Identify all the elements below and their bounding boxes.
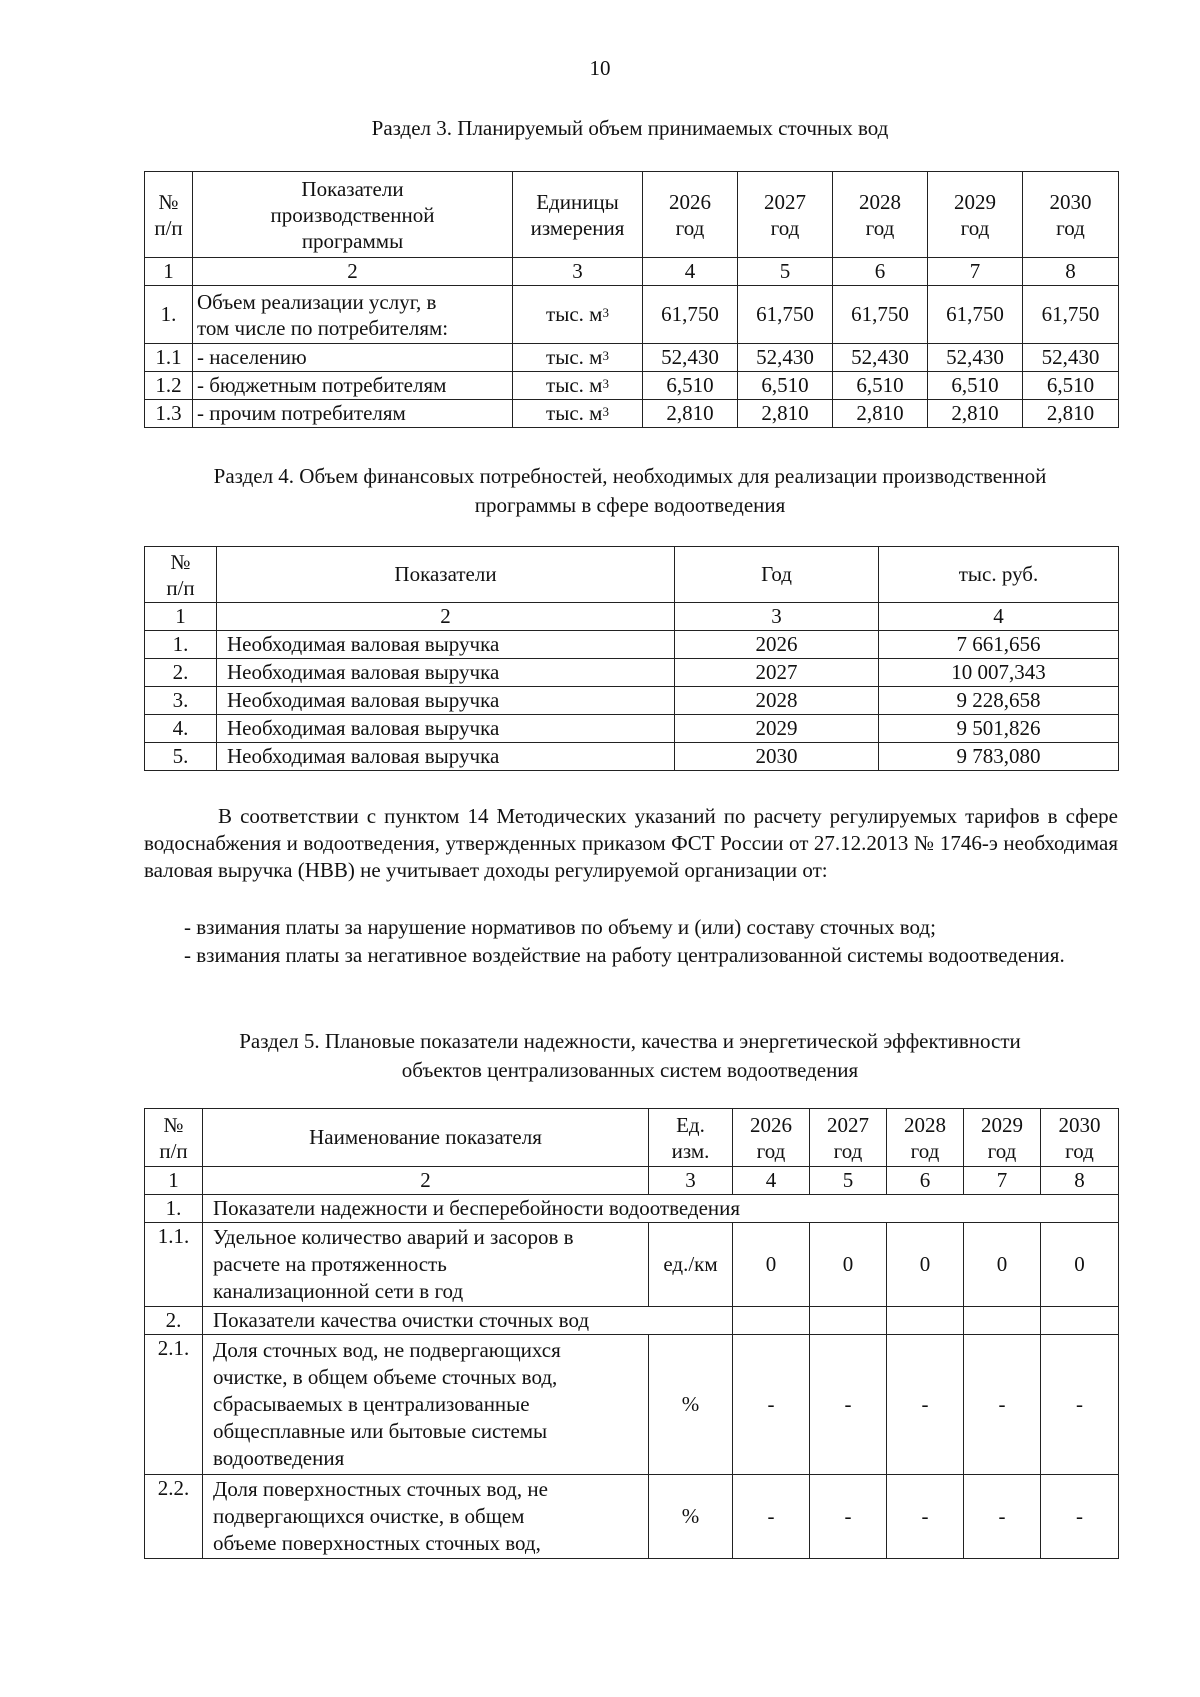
table-row [145, 1223, 1119, 1307]
row-unit: % [649, 1335, 733, 1475]
row-value: - [964, 1335, 1041, 1475]
row-year: 2028 [675, 687, 879, 715]
row-value: - [810, 1475, 887, 1559]
row-value: 0 [810, 1223, 887, 1307]
row-value: 2,810 [643, 400, 738, 428]
row-name: - населению [193, 344, 513, 372]
row-amount: 9 501,826 [879, 715, 1119, 743]
page-number: 10 [589, 56, 611, 80]
header-year-2028: 2028 год [887, 1109, 964, 1167]
table-row [145, 1475, 1119, 1559]
row-value: 61,750 [738, 286, 833, 344]
row-num: 4. [145, 715, 217, 743]
header-indicator: Наименование показателя [203, 1109, 649, 1167]
row-value: 52,430 [1023, 344, 1119, 372]
table-row [145, 659, 1119, 687]
section5-table [144, 1108, 1119, 1559]
row-name: Необходимая валовая выручка [217, 687, 675, 715]
row-value: - [810, 1335, 887, 1475]
empty-cell [733, 1307, 810, 1335]
col-number: 7 [964, 1167, 1041, 1195]
row-name: - прочим потребителям [193, 400, 513, 428]
header-year-2027: 2027 год [810, 1109, 887, 1167]
row-num: 5. [145, 743, 217, 771]
header-year-2030: 2030 год [1041, 1109, 1119, 1167]
row-name: Необходимая валовая выручка [217, 743, 675, 771]
row-value: 6,510 [833, 372, 928, 400]
bullet-paragraph-2: - взимания платы за негативное воздействие на работу централизованной системы водоотведения. [184, 943, 1065, 967]
row-name: - бюджетным потребителям [193, 372, 513, 400]
col-number: 5 [810, 1167, 887, 1195]
header-year-2026: 2026 год [733, 1109, 810, 1167]
header-amount: тыс. руб. [879, 547, 1119, 603]
row-value: 61,750 [833, 286, 928, 344]
col-number: 2 [217, 603, 675, 631]
section5-column-numbers [145, 1167, 1119, 1195]
section3-table [144, 171, 1119, 428]
section3-header-row [145, 172, 1119, 258]
header-num: № п/п [145, 547, 217, 603]
row-value: 6,510 [928, 372, 1023, 400]
row-num: 3. [145, 687, 217, 715]
header-num: № п/п [145, 172, 193, 258]
row-num: 2.1. [145, 1335, 203, 1475]
row-value: - [964, 1475, 1041, 1559]
table-row [145, 687, 1119, 715]
row-unit: тыс. $м^3$ [513, 286, 643, 344]
row-name: Удельное количество аварий и засоров в расчете на протяженность канализационной сети в год [203, 1223, 649, 1307]
table-row [145, 715, 1119, 743]
group-row [145, 1307, 1119, 1335]
col-number: 2 [203, 1167, 649, 1195]
row-value: 52,430 [643, 344, 738, 372]
row-name: Необходимая валовая выручка [217, 631, 675, 659]
row-value: - [733, 1335, 810, 1475]
header-year-2028: 2028 год [833, 172, 928, 258]
row-num: 1.2 [145, 372, 193, 400]
col-number: 4 [733, 1167, 810, 1195]
row-name: Доля поверхностных сточных вод, не подвергающихся очистке, в общем объеме поверхностных сточных вод, [203, 1475, 649, 1559]
header-unit: Ед. изм. [649, 1109, 733, 1167]
header-year-2030: 2030 год [1023, 172, 1119, 258]
empty-cell [964, 1307, 1041, 1335]
row-value: 0 [1041, 1223, 1119, 1307]
group-name: Показатели надежности и бесперебойности водоотведения [203, 1195, 1119, 1223]
row-unit: тыс. $м^3$ [513, 344, 643, 372]
section4-column-numbers [145, 603, 1119, 631]
col-number: 1 [145, 258, 193, 286]
row-name: Необходимая валовая выручка [217, 659, 675, 687]
col-number: 3 [675, 603, 879, 631]
col-number: 3 [513, 258, 643, 286]
row-value: - [1041, 1335, 1119, 1475]
header-unit: Единицы измерения [513, 172, 643, 258]
row-name: Необходимая валовая выручка [217, 715, 675, 743]
row-unit: тыс. $м^3$ [513, 400, 643, 428]
empty-cell [810, 1307, 887, 1335]
section5-title: Раздел 5. Плановые показатели надежности, качества и энергетической эффективности объектов централизованных систем водоотведения [239, 1029, 1021, 1082]
col-number: 7 [928, 258, 1023, 286]
header-num: № п/п [145, 1109, 203, 1167]
row-name: Доля сточных вод, не подвергающихся очистке, в общем объеме сточных вод, сбрасываемых в централизованные общесплавные или бытовые системы водоотведения [203, 1335, 649, 1475]
row-num: 1.1. [145, 1223, 203, 1307]
row-value: 6,510 [738, 372, 833, 400]
row-amount: 9 783,080 [879, 743, 1119, 771]
header-year-2027: 2027 год [738, 172, 833, 258]
row-value: 61,750 [643, 286, 738, 344]
section4-title: Раздел 4. Объем финансовых потребностей, необходимых для реализации производственной программы в сфере водоотведения [213, 464, 1047, 517]
row-value: 2,810 [738, 400, 833, 428]
row-amount: 7 661,656 [879, 631, 1119, 659]
header-year: Год [675, 547, 879, 603]
row-amount: 9 228,658 [879, 687, 1119, 715]
section3-column-numbers [145, 258, 1119, 286]
row-year: 2030 [675, 743, 879, 771]
row-num: 1. [145, 286, 193, 344]
row-num: 1. [145, 1195, 203, 1223]
row-value: 52,430 [928, 344, 1023, 372]
header-year-2026: 2026 год [643, 172, 738, 258]
row-value: 61,750 [928, 286, 1023, 344]
table-row [145, 1335, 1119, 1475]
row-num: 1.3 [145, 400, 193, 428]
header-year-2029: 2029 год [964, 1109, 1041, 1167]
row-value: 6,510 [1023, 372, 1119, 400]
col-number: 1 [145, 603, 217, 631]
col-number: 4 [643, 258, 738, 286]
row-name: Объем реализации услуг, в том числе по потребителям: [193, 286, 513, 344]
main-paragraph: В соответствии с пунктом 14 Методических указаний по расчету регулируемых тарифов в сфере водоснабжения и водоотведения, утвержденных приказом ФСТ России от 27.12.2013 № 1746-э необходимая валовая выручка (НВВ) не учитывает доходы регулируемой организации от: [144, 804, 1118, 882]
header-indicator: Показатели [217, 547, 675, 603]
group-row [145, 1195, 1119, 1223]
table-row [145, 286, 1119, 344]
row-year: 2026 [675, 631, 879, 659]
row-value: 6,510 [643, 372, 738, 400]
row-value: 61,750 [1023, 286, 1119, 344]
table-row [145, 400, 1119, 428]
col-number: 1 [145, 1167, 203, 1195]
row-num: 2. [145, 659, 217, 687]
row-unit: ед./км [649, 1223, 733, 1307]
col-number: 8 [1023, 258, 1119, 286]
row-value: 2,810 [928, 400, 1023, 428]
col-number: 6 [833, 258, 928, 286]
bullet-paragraph-1: - взимания платы за нарушение нормативов по объему и (или) составу сточных вод; [184, 915, 936, 939]
group-name: Показатели качества очистки сточных вод [203, 1307, 733, 1335]
header-indicator: Показатели производственной программы [193, 172, 513, 258]
row-amount: 10 007,343 [879, 659, 1119, 687]
empty-cell [887, 1307, 964, 1335]
section4-header-row [145, 547, 1119, 603]
row-value: 2,810 [833, 400, 928, 428]
row-value: - [1041, 1475, 1119, 1559]
row-value: - [887, 1475, 964, 1559]
table-row [145, 743, 1119, 771]
row-unit: % [649, 1475, 733, 1559]
col-number: 4 [879, 603, 1119, 631]
col-number: 5 [738, 258, 833, 286]
row-num: 1.1 [145, 344, 193, 372]
col-number: 6 [887, 1167, 964, 1195]
col-number: 3 [649, 1167, 733, 1195]
row-value: 2,810 [1023, 400, 1119, 428]
row-num: 2.2. [145, 1475, 203, 1559]
row-value: 52,430 [833, 344, 928, 372]
row-value: 52,430 [738, 344, 833, 372]
row-num: 2. [145, 1307, 203, 1335]
row-value: 0 [733, 1223, 810, 1307]
row-value: - [733, 1475, 810, 1559]
row-num: 1. [145, 631, 217, 659]
table-row [145, 631, 1119, 659]
header-year-2029: 2029 год [928, 172, 1023, 258]
row-value: 0 [964, 1223, 1041, 1307]
table-row [145, 372, 1119, 400]
col-number: 8 [1041, 1167, 1119, 1195]
table-row [145, 344, 1119, 372]
section4-table [144, 546, 1119, 771]
row-unit: тыс. $м^3$ [513, 372, 643, 400]
section3-title: Раздел 3. Планируемый объем принимаемых сточных вод [371, 116, 889, 140]
row-year: 2027 [675, 659, 879, 687]
col-number: 2 [193, 258, 513, 286]
row-year: 2029 [675, 715, 879, 743]
empty-cell [1041, 1307, 1119, 1335]
row-value: 0 [887, 1223, 964, 1307]
section5-header-row [145, 1109, 1119, 1167]
row-value: - [887, 1335, 964, 1475]
